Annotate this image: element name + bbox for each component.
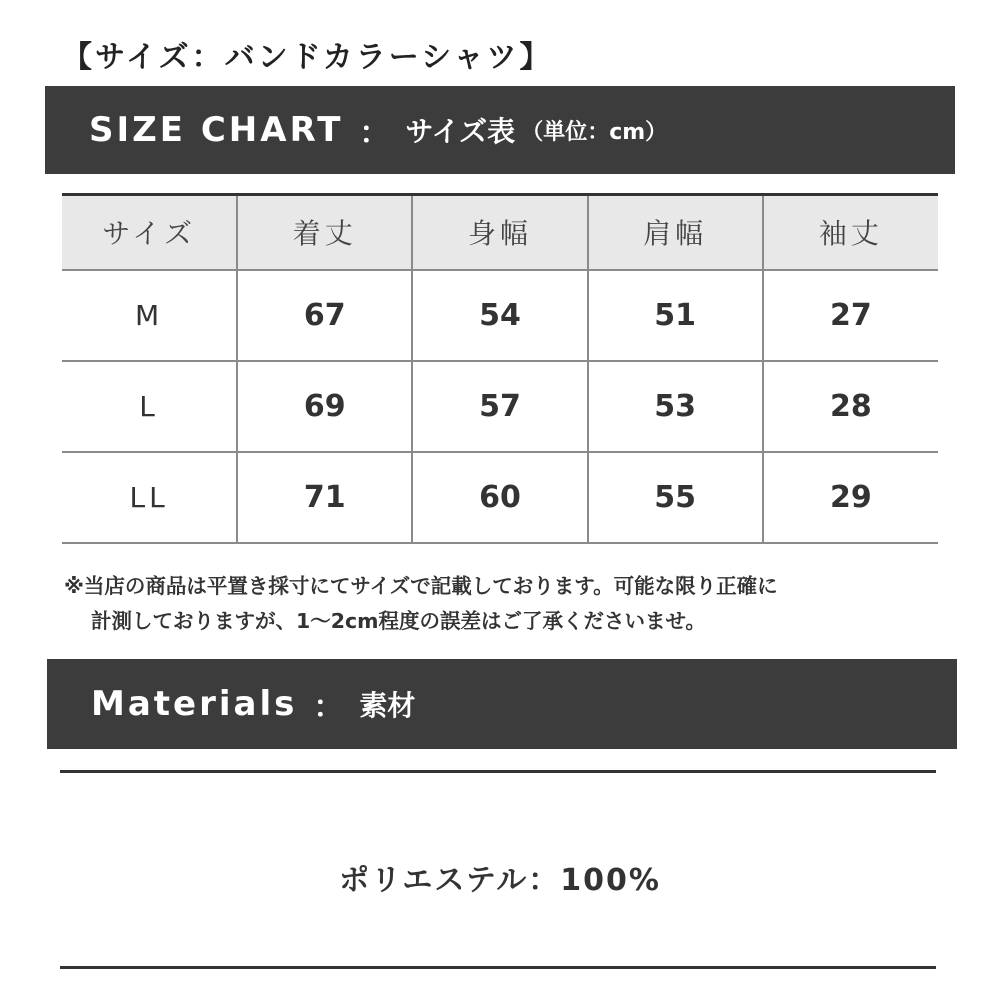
table-cell: 28 bbox=[763, 361, 938, 452]
column-header-length: 着丈 bbox=[237, 195, 412, 270]
table-cell-size: LL bbox=[62, 452, 237, 543]
size-chart-heading-en: SIZE CHART bbox=[89, 110, 344, 150]
materials-separator: ： bbox=[313, 690, 344, 725]
materials-heading-en: Materials bbox=[91, 684, 298, 724]
table-header-row bbox=[62, 195, 938, 270]
table-row bbox=[62, 452, 938, 543]
table-cell: 69 bbox=[237, 361, 412, 452]
table-cell: 67 bbox=[237, 270, 412, 361]
table-cell: 55 bbox=[588, 452, 763, 543]
column-header-width: 身幅 bbox=[412, 195, 587, 270]
material-composition: ポリエステル：100% bbox=[339, 863, 661, 898]
table-row bbox=[62, 361, 938, 452]
table-cell: 53 bbox=[588, 361, 763, 452]
table-cell: 51 bbox=[588, 270, 763, 361]
table-cell-size: L bbox=[62, 361, 237, 452]
column-header-size: サイズ bbox=[62, 195, 237, 270]
measurement-note-line1: ※当店の商品は平置き採寸にてサイズで記載しております。可能な限り正確に bbox=[64, 574, 778, 598]
table-row bbox=[62, 270, 938, 361]
column-header-shoulder: 肩幅 bbox=[588, 195, 763, 270]
table-cell: 57 bbox=[412, 361, 587, 452]
table-cell: 27 bbox=[763, 270, 938, 361]
measurement-note bbox=[64, 569, 944, 639]
materials-divider-bottom bbox=[60, 966, 936, 969]
page-title: 【サイズ：バンドカラーシャツ】 bbox=[62, 40, 553, 75]
measurement-note-line2: 計測しておりますが、1〜2cm程度の誤差はご了承くださいませ。 bbox=[91, 609, 706, 633]
materials-heading-jp: 素材 bbox=[359, 689, 416, 722]
materials-header bbox=[47, 659, 957, 749]
size-chart-header bbox=[45, 86, 955, 174]
table-cell-size: M bbox=[62, 270, 237, 361]
table-cell: 71 bbox=[237, 452, 412, 543]
materials-divider-top bbox=[60, 770, 936, 773]
size-chart-separator: ： bbox=[359, 116, 390, 151]
size-table bbox=[62, 193, 938, 544]
column-header-sleeve: 袖丈 bbox=[763, 195, 938, 270]
size-chart-heading-jp: サイズ表 bbox=[405, 115, 516, 148]
size-chart-unit: （単位：cm） bbox=[521, 119, 668, 145]
table-cell: 60 bbox=[412, 452, 587, 543]
table-cell: 54 bbox=[412, 270, 587, 361]
table-cell: 29 bbox=[763, 452, 938, 543]
